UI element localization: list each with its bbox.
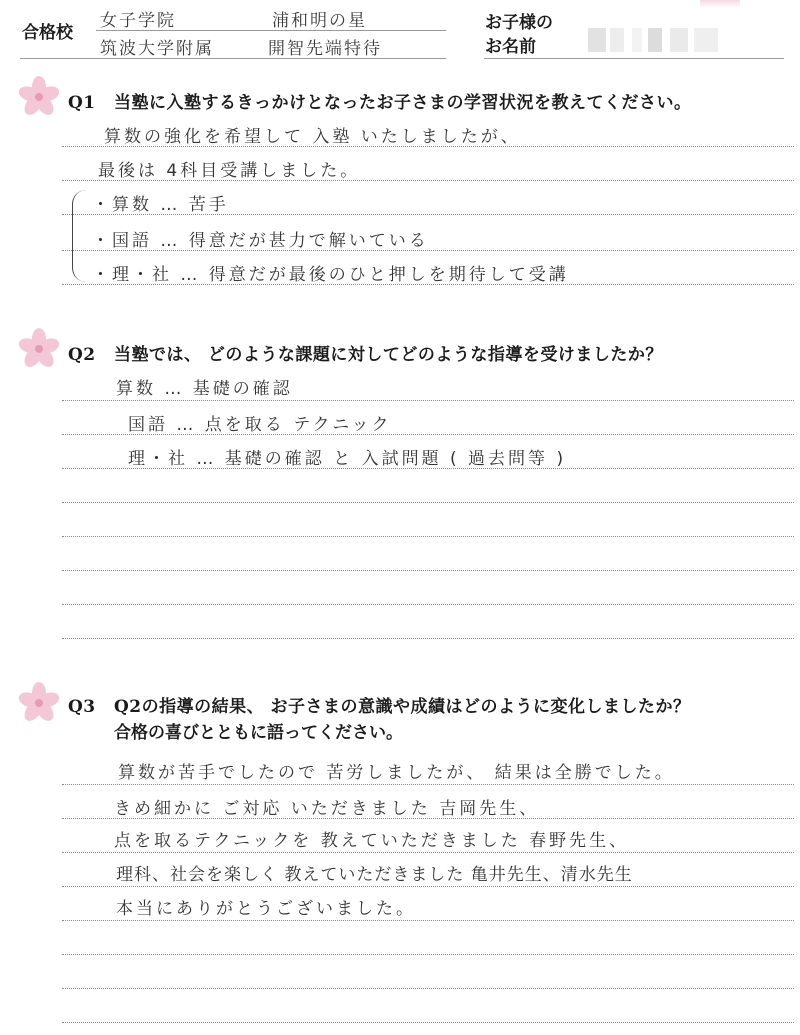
question-text: 合格の喜びとともに語ってください。: [114, 723, 403, 743]
ruled-line: [62, 250, 794, 251]
answer-line: 理科、社会を楽しく 教えていただきました 亀井先生、清水先生: [116, 865, 633, 885]
ruled-line: [62, 988, 794, 989]
answer-line: ・算数 … 苦手: [92, 195, 229, 215]
ruled-line: [62, 468, 794, 469]
ruled-line: [62, 852, 794, 853]
question-text: Q2の指導の結果、 お子さまの意識や成績はどのように変化しましたか？: [114, 697, 691, 717]
answer-line: 点を取るテクニックを 教えていただきました 春野先生、: [114, 831, 630, 851]
answer-line: ・理・社 … 得意だが最後のひと押しを期待して受講: [92, 265, 569, 285]
name-label: お名前: [485, 37, 536, 57]
ruled-line: [62, 536, 794, 537]
question-title: [68, 88, 692, 113]
question-text: 当塾では、 どのような課題に対してどのような指導を受けましたか？: [114, 345, 663, 365]
ruled-line: [62, 180, 794, 181]
ruled-line: [62, 400, 794, 401]
school-label: 合格校: [22, 23, 73, 43]
answer-line: 国語 … 点を取る テクニック: [128, 415, 392, 435]
name-label: お子様の: [485, 13, 553, 33]
school-name: 女子学院: [100, 11, 176, 31]
answer-line: 本当にありがとうございました。: [116, 899, 416, 919]
question-number: Q2: [68, 345, 96, 365]
answer-line: 算数 … 基礎の確認: [116, 379, 293, 399]
question-number: Q3: [68, 697, 96, 717]
bracket: [72, 190, 87, 282]
school-name: 浦和明の星: [272, 11, 367, 31]
ruled-line: [62, 434, 794, 435]
ruled-line: [62, 570, 794, 571]
ruled-line: [62, 502, 794, 503]
answer-line: 算数の強化を希望して 入塾 いたしましたが、: [104, 127, 521, 147]
header-divider: [96, 30, 446, 31]
ruled-line: [62, 604, 794, 605]
answer-line: 算数が苦手でしたので 苦労しましたが、 結果は全勝でした。: [118, 763, 675, 783]
redacted-name: [588, 28, 720, 52]
ruled-line: [62, 920, 794, 921]
header: [0, 0, 800, 62]
ruled-line: [62, 1022, 794, 1023]
ruled-line: [62, 214, 794, 215]
answer-line: きめ細かに ご対応 いただきました 吉岡先生、: [114, 799, 540, 819]
ruled-line: [62, 784, 794, 785]
question-title: [68, 340, 663, 365]
answer-line: 理・社 … 基礎の確認 と 入試問題 ( 過去問等 ): [128, 449, 567, 469]
ruled-line: [62, 954, 794, 955]
answer-line: ・国語 … 得意だが甚力で解いている: [92, 231, 429, 251]
ruled-line: [62, 638, 794, 639]
header-divider: [484, 58, 784, 59]
question-text: 当塾に入塾するきっかけとなったお子さまの学習状況を教えてください。: [114, 93, 692, 113]
school-name: 筑波大学附属: [100, 39, 214, 59]
cherry-blossom-icon: [16, 680, 62, 726]
question-title: [68, 692, 691, 717]
school-name: 開智先端特待: [268, 39, 382, 59]
header-divider: [20, 58, 446, 59]
cherry-blossom-icon: [16, 326, 62, 372]
ruled-line: [62, 818, 794, 819]
ruled-line: [62, 886, 794, 887]
answer-line: 最後は 4科目受講しました。: [98, 161, 361, 181]
question-number: Q1: [68, 93, 96, 113]
cherry-blossom-icon: [16, 74, 62, 120]
ruled-line: [62, 284, 794, 285]
ruled-line: [62, 146, 794, 147]
